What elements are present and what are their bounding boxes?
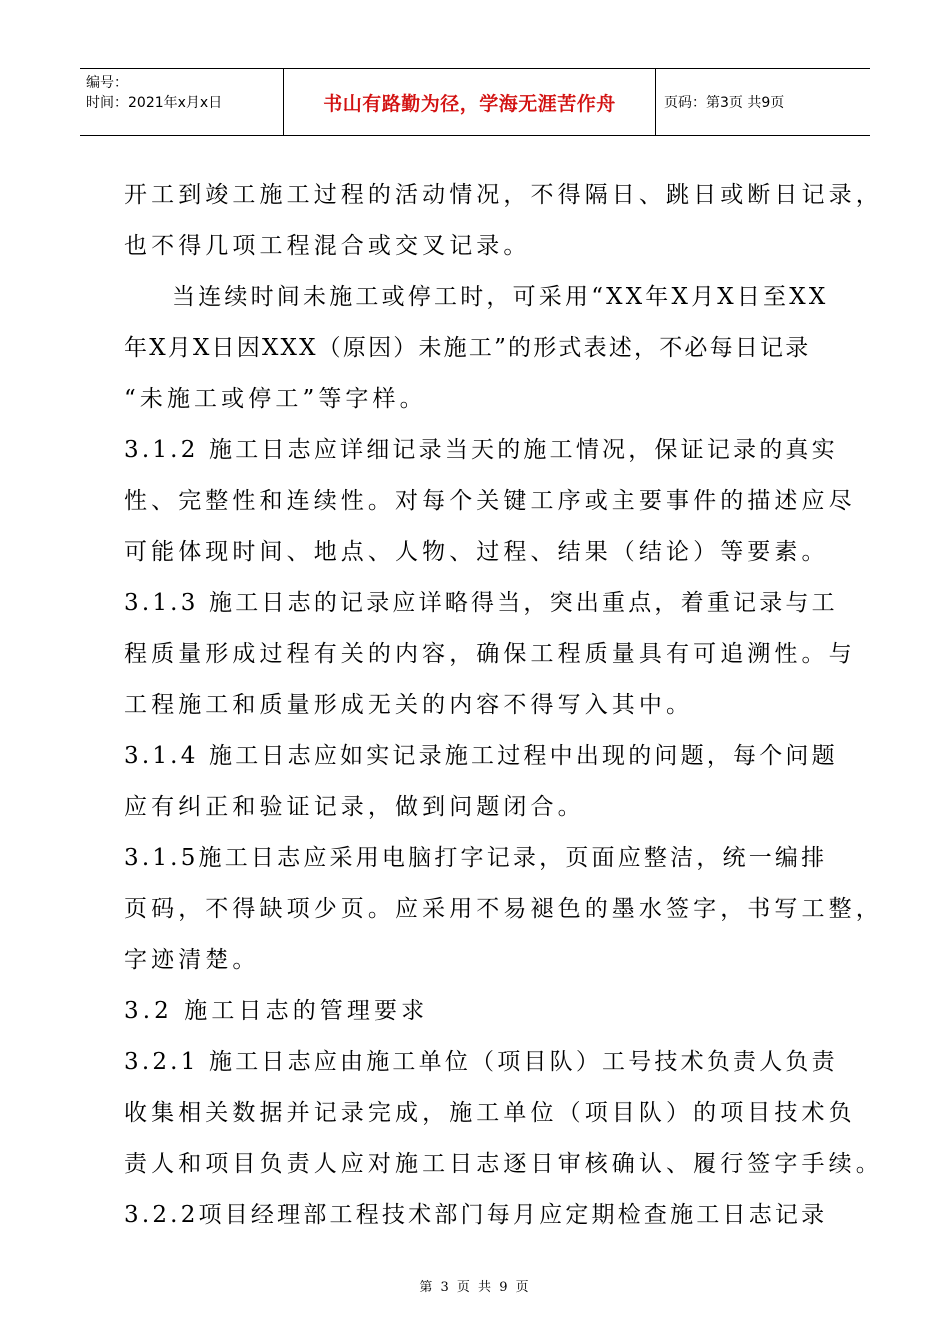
body-line: 也不得几项工程混合或交叉记录。 xyxy=(124,233,531,259)
document-time-label: 时间：2021年x月x日 xyxy=(86,95,223,111)
body-line: 收集相关数据并记录完成，施工单位（项目队）的项目技术负 xyxy=(124,1100,856,1126)
body-line: “未施工或停工”等字样。 xyxy=(124,386,427,412)
body-line: 页码，不得缺项少页。应采用不易褪色的墨水签字，书写工整， xyxy=(124,896,883,922)
body-line: 3.1.5施工日志应采用电脑打字记录，页面应整洁，统一编排 xyxy=(124,845,828,871)
document-body xyxy=(124,170,883,1241)
body-line: 3.1.3 施工日志的记录应详略得当，突出重点，着重记录与工 xyxy=(124,590,838,616)
header-page-info: 页码：第3页 共9页 xyxy=(664,95,785,111)
body-line: 3.2.1 施工日志应由施工单位（项目队）工号技术负责人负责 xyxy=(124,1049,838,1075)
document-number-label: 编号： xyxy=(86,75,128,91)
body-line: 年X月X日因XXX（原因）未施工”的形式表述，不必每日记录 xyxy=(124,335,811,361)
body-line: 3.1.2 施工日志应详细记录当天的施工情况，保证记录的真实 xyxy=(124,437,838,463)
header-meta xyxy=(80,69,284,135)
body-line: 工程施工和质量形成无关的内容不得写入其中。 xyxy=(124,692,694,718)
page-footer: 第 3 页 共 9 页 xyxy=(419,1280,531,1295)
body-line: 开工到竣工施工过程的活动情况，不得隔日、跳日或断日记录， xyxy=(124,182,883,208)
page-header xyxy=(80,68,870,136)
body-line: 可能体现时间、地点、人物、过程、结果（结论）等要素。 xyxy=(124,539,829,565)
body-line: 当连续时间未施工或停工时，可采用“XX年X月X日至XX xyxy=(172,284,829,310)
body-line: 责人和项目负责人应对施工日志逐日审核确认、履行签字手续。 xyxy=(124,1151,883,1177)
body-line: 3.1.4 施工日志应如实记录施工过程中出现的问题，每个问题 xyxy=(124,743,838,769)
section-heading: 3.2 施工日志的管理要求 xyxy=(124,998,429,1024)
body-line: 应有纠正和验证记录，做到问题闭合。 xyxy=(124,794,585,820)
body-line: 字迹清楚。 xyxy=(124,947,260,973)
body-line: 程质量形成过程有关的内容，确保工程质量具有可追溯性。与 xyxy=(124,641,856,667)
header-motto: 书山有路勤为径，学海无涯苦作舟 xyxy=(284,69,656,135)
body-line: 3.2.2项目经理部工程技术部门每月应定期检查施工日志记录 xyxy=(124,1202,828,1228)
body-line: 性、完整性和连续性。对每个关键工序或主要事件的描述应尽 xyxy=(124,488,856,514)
